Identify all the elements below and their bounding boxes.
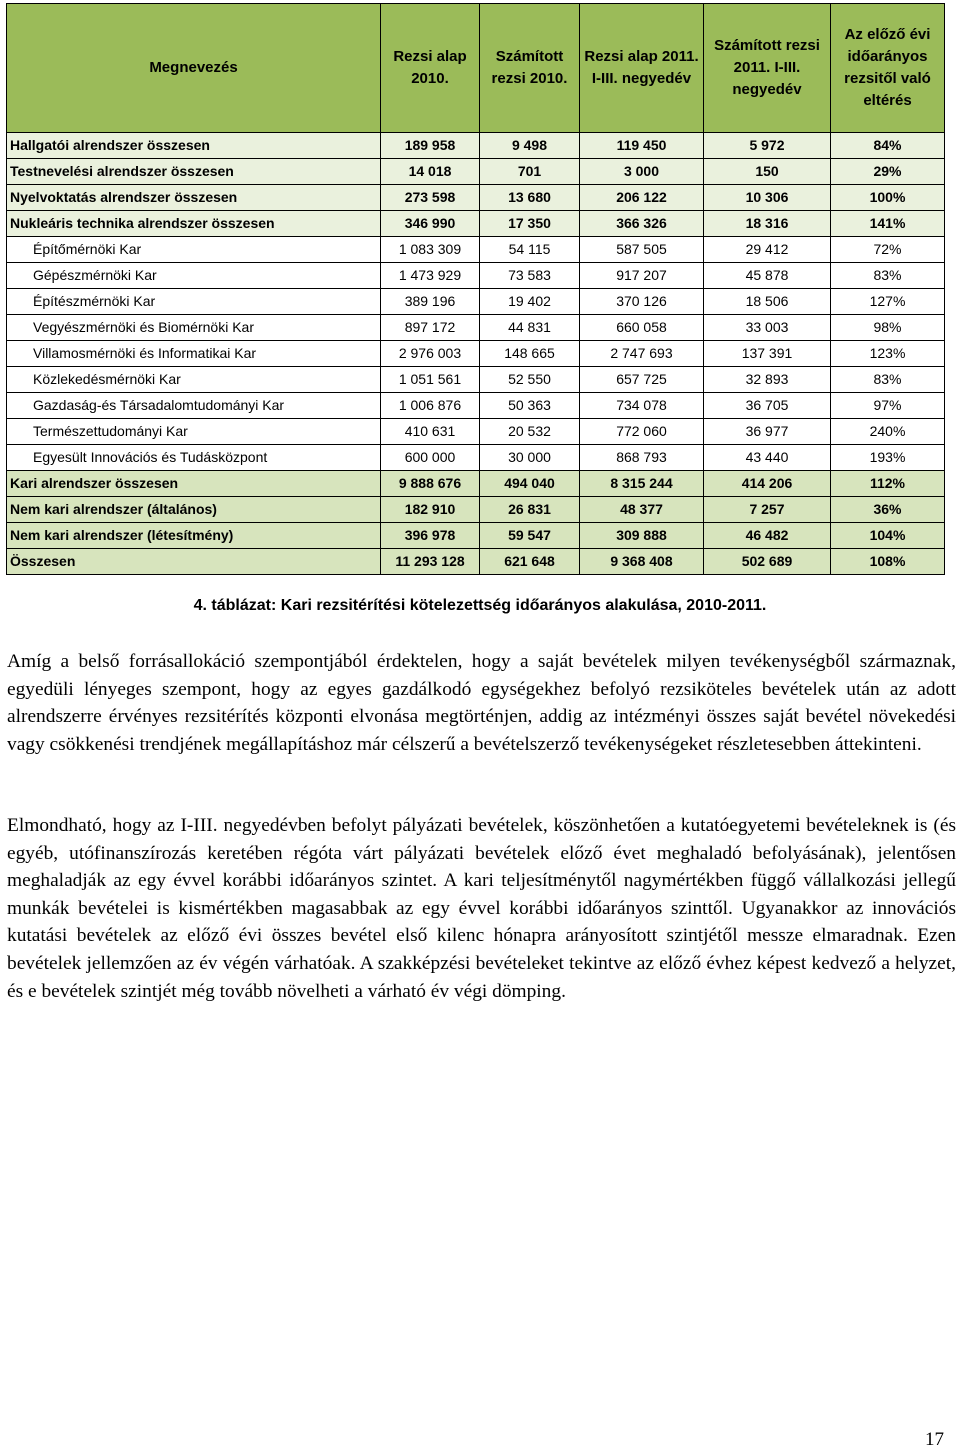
table-body (7, 133, 945, 575)
row-value: 104% (831, 523, 945, 549)
row-label: Gazdaság-és Társadalomtudományi Kar (7, 393, 381, 419)
row-value: 26 831 (480, 497, 580, 523)
row-value: 54 115 (480, 237, 580, 263)
table-row (7, 341, 945, 367)
table-row (7, 237, 945, 263)
row-label: Természettudományi Kar (7, 419, 381, 445)
table-row (7, 445, 945, 471)
row-value: 868 793 (580, 445, 704, 471)
row-value: 36 705 (704, 393, 831, 419)
header-szamitott-rezsi-2010: Számított rezsi 2010. (480, 4, 580, 133)
row-value: 72% (831, 237, 945, 263)
row-label: Vegyészmérnöki és Biomérnöki Kar (7, 315, 381, 341)
row-value: 366 326 (580, 211, 704, 237)
row-value: 772 060 (580, 419, 704, 445)
row-value: 206 122 (580, 185, 704, 211)
row-label: Közlekedésmérnöki Kar (7, 367, 381, 393)
row-value: 150 (704, 159, 831, 185)
row-value: 10 306 (704, 185, 831, 211)
row-value: 98% (831, 315, 945, 341)
header-szamitott-rezsi-2011: Számított rezsi 2011. I-III. negyedév (704, 4, 831, 133)
row-value: 18 506 (704, 289, 831, 315)
row-value: 410 631 (381, 419, 480, 445)
row-value: 240% (831, 419, 945, 445)
row-value: 108% (831, 549, 945, 575)
row-value: 83% (831, 263, 945, 289)
header-rezsi-alap-2010: Rezsi alap 2010. (381, 4, 480, 133)
row-label: Nukleáris technika alrendszer összesen (7, 211, 381, 237)
row-value: 36% (831, 497, 945, 523)
table-row (7, 471, 945, 497)
body-paragraph-2: Elmondható, hogy az I-III. negyedévben befolyt pályázati bevételek, köszönhetően a kutatóegyetemi bevételeknek is (és egyéb, utófinanszírozás keretében régóta várt pályázati bevételek előző évet meghaladó befolyásának), jelentősen meghaladják az egy évvel korábbi időarányos szintet. A kari teljesítménytől nagymértékben függő vállalkozási jellegű munkák bevételei is kismértékben magasabbak az egy évvel korábbi időarányos szinttől. Ugyanakkor az innovációs kutatási bevételek az előző évi összes bevétel első kilenc hónapra arányosított szintjétől messze elmaradnak. Ezen bevételek jellemzően az év végén várhatóak. A szakképzési bevételeket tekintve az előző évhez képest kedvező a helyzet, és e bevételek szintjét még tovább növelheti a várható év végi dömping. (7, 815, 956, 1002)
table-row (7, 133, 945, 159)
row-value: 83% (831, 367, 945, 393)
table-row (7, 419, 945, 445)
row-value: 189 958 (381, 133, 480, 159)
row-value: 46 482 (704, 523, 831, 549)
body-paragraph-1: Amíg a belső forrásallokáció szempontjából érdektelen, hogy a saját bevételek milyen tevékenységből származnak, egyedüli lényeges szempont, hogy az egyes gazdálkodó egységekhez befolyó rezsiköteles bevételek után az adott alrendszerre érvényes rezsitérítés központi elvonása megtörténjen, addig az intézményi összes saját bevétel növekedési vagy csökkenési trendjének megállapításhoz már célszerű a bevételszerző tevékenységeket részletesebben áttekinteni. (7, 651, 956, 755)
row-value: 897 172 (381, 315, 480, 341)
row-value: 3 000 (580, 159, 704, 185)
row-label: Egyesült Innovációs és Tudásközpont (7, 445, 381, 471)
row-value: 600 000 (381, 445, 480, 471)
row-value: 11 293 128 (381, 549, 480, 575)
row-value: 36 977 (704, 419, 831, 445)
table-row (7, 211, 945, 237)
row-value: 7 257 (704, 497, 831, 523)
row-value: 52 550 (480, 367, 580, 393)
rezsi-table-container (6, 3, 944, 575)
row-value: 917 207 (580, 263, 704, 289)
row-value: 29 412 (704, 237, 831, 263)
table-row (7, 393, 945, 419)
row-value: 48 377 (580, 497, 704, 523)
table-row (7, 523, 945, 549)
row-value: 14 018 (381, 159, 480, 185)
row-value: 137 391 (704, 341, 831, 367)
row-value: 346 990 (381, 211, 480, 237)
row-value: 123% (831, 341, 945, 367)
row-value: 2 976 003 (381, 341, 480, 367)
row-value: 414 206 (704, 471, 831, 497)
row-value: 389 196 (381, 289, 480, 315)
row-label: Gépészmérnöki Kar (7, 263, 381, 289)
row-value: 59 547 (480, 523, 580, 549)
row-label: Nem kari alrendszer (létesítmény) (7, 523, 381, 549)
row-value: 9 498 (480, 133, 580, 159)
table-row (7, 315, 945, 341)
row-value: 1 006 876 (381, 393, 480, 419)
row-value: 30 000 (480, 445, 580, 471)
row-label: Testnevelési alrendszer összesen (7, 159, 381, 185)
table-row (7, 159, 945, 185)
page-number: 17 (925, 1429, 944, 1450)
row-value: 9 368 408 (580, 549, 704, 575)
header-elteres: Az előző évi időarányos rezsitől való eltérés (831, 4, 945, 133)
row-label: Villamosmérnöki és Informatikai Kar (7, 341, 381, 367)
row-value: 33 003 (704, 315, 831, 341)
row-value: 309 888 (580, 523, 704, 549)
table-caption: 4. táblázat: Kari rezsitérítési kötelezettség időarányos alakulása, 2010-2011. (193, 597, 767, 614)
row-value: 20 532 (480, 419, 580, 445)
header-rezsi-alap-2011: Rezsi alap 2011. I-III. negyedév (580, 4, 704, 133)
row-value: 1 051 561 (381, 367, 480, 393)
table-row (7, 497, 945, 523)
row-value: 148 665 (480, 341, 580, 367)
row-value: 502 689 (704, 549, 831, 575)
row-value: 494 040 (480, 471, 580, 497)
table-header-row (7, 4, 945, 133)
row-value: 43 440 (704, 445, 831, 471)
row-value: 13 680 (480, 185, 580, 211)
row-value: 657 725 (580, 367, 704, 393)
row-value: 17 350 (480, 211, 580, 237)
row-value: 621 648 (480, 549, 580, 575)
row-value: 9 888 676 (381, 471, 480, 497)
row-value: 182 910 (381, 497, 480, 523)
table-row (7, 289, 945, 315)
row-value: 100% (831, 185, 945, 211)
row-value: 97% (831, 393, 945, 419)
row-value: 5 972 (704, 133, 831, 159)
row-value: 32 893 (704, 367, 831, 393)
row-value: 119 450 (580, 133, 704, 159)
rezsi-table (6, 3, 945, 575)
row-value: 587 505 (580, 237, 704, 263)
row-value: 18 316 (704, 211, 831, 237)
row-value: 396 978 (381, 523, 480, 549)
row-value: 193% (831, 445, 945, 471)
table-row (7, 549, 945, 575)
row-value: 734 078 (580, 393, 704, 419)
row-value: 8 315 244 (580, 471, 704, 497)
row-value: 44 831 (480, 315, 580, 341)
row-value: 2 747 693 (580, 341, 704, 367)
row-label: Építészmérnöki Kar (7, 289, 381, 315)
table-row (7, 367, 945, 393)
table-row (7, 263, 945, 289)
row-value: 127% (831, 289, 945, 315)
row-value: 1 083 309 (381, 237, 480, 263)
row-value: 273 598 (381, 185, 480, 211)
row-label: Kari alrendszer összesen (7, 471, 381, 497)
row-label: Nem kari alrendszer (általános) (7, 497, 381, 523)
row-value: 701 (480, 159, 580, 185)
row-value: 45 878 (704, 263, 831, 289)
row-value: 1 473 929 (381, 263, 480, 289)
row-value: 112% (831, 471, 945, 497)
row-value: 84% (831, 133, 945, 159)
row-value: 73 583 (480, 263, 580, 289)
row-label: Építőmérnöki Kar (7, 237, 381, 263)
row-value: 19 402 (480, 289, 580, 315)
row-value: 660 058 (580, 315, 704, 341)
row-label: Nyelvoktatás alrendszer összesen (7, 185, 381, 211)
row-label: Hallgatói alrendszer összesen (7, 133, 381, 159)
row-label: Összesen (7, 549, 381, 575)
row-value: 141% (831, 211, 945, 237)
row-value: 370 126 (580, 289, 704, 315)
row-value: 29% (831, 159, 945, 185)
row-value: 50 363 (480, 393, 580, 419)
table-row (7, 185, 945, 211)
header-megnevezes: Megnevezés (7, 4, 381, 133)
